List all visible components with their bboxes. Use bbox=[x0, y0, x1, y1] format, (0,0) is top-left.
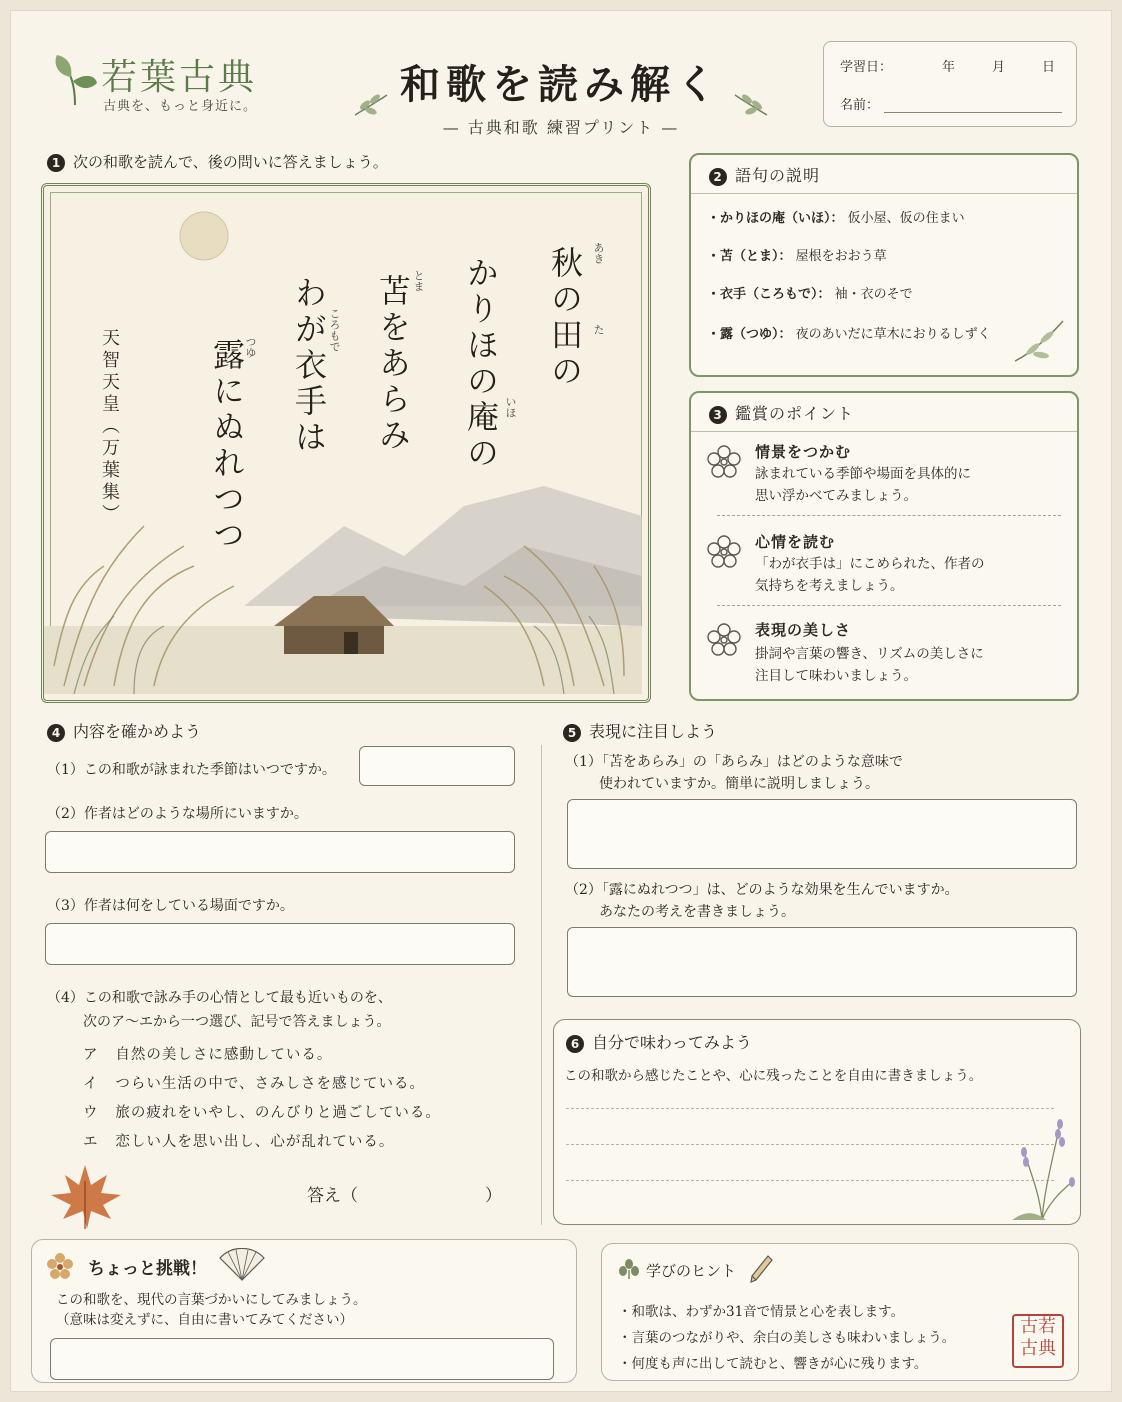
point-text-line: 注目して味わいましょう。 bbox=[755, 668, 917, 684]
section5-heading-text: 表現に注目しよう bbox=[589, 722, 718, 741]
answer-field-4-3[interactable] bbox=[45, 923, 515, 965]
glossary-box bbox=[689, 153, 1079, 377]
question-4-1: （1）この和歌が詠まれた季節はいつですか。 bbox=[47, 762, 336, 778]
appreciation-box bbox=[689, 391, 1079, 701]
ruby-toma: とま bbox=[412, 270, 425, 292]
choice-item bbox=[83, 1043, 332, 1064]
hints-box bbox=[601, 1243, 1079, 1381]
choice-item bbox=[83, 1101, 441, 1122]
dashed-divider bbox=[717, 515, 1061, 516]
flower-crest-icon bbox=[705, 621, 743, 659]
writing-line[interactable] bbox=[566, 1180, 1054, 1181]
ruby-ta: た bbox=[592, 324, 605, 335]
gloss-item bbox=[707, 245, 887, 264]
section6-heading bbox=[566, 1030, 752, 1053]
page-title: 和歌を読み解く bbox=[400, 61, 722, 108]
leaf-logo-icon bbox=[51, 51, 99, 107]
answer-field-4-1[interactable] bbox=[359, 746, 515, 786]
poem-line-1: 秋の田の bbox=[546, 246, 584, 390]
gloss-term: ・衣手（ころもで）： bbox=[707, 287, 831, 302]
gloss-item bbox=[707, 323, 991, 342]
gloss-item bbox=[707, 207, 965, 226]
choice-text: 旅の疲れをいやし、のんびりと過ごしている。 bbox=[115, 1105, 441, 1121]
seal-line: 古典 bbox=[1020, 1338, 1056, 1359]
gloss-meaning: 屋根をおおう草 bbox=[795, 249, 887, 264]
answer-label: 答え（ bbox=[307, 1186, 358, 1206]
pencil-icon bbox=[748, 1254, 774, 1284]
gloss-term: ・かりほの庵（いほ）： bbox=[707, 211, 844, 226]
point-text bbox=[755, 643, 1055, 687]
dashed-divider bbox=[717, 605, 1061, 606]
maple-leaf-icon bbox=[45, 1161, 125, 1231]
date-label: 学習日： bbox=[840, 60, 893, 75]
section3-heading bbox=[709, 401, 854, 424]
folding-fan-icon bbox=[218, 1248, 266, 1282]
question-4-2: （2）作者はどのような場所にいますか。 bbox=[47, 806, 308, 822]
question-4-3: （3）作者は何をしている場面ですか。 bbox=[47, 898, 294, 914]
day-label: 日 bbox=[1042, 60, 1056, 75]
question-5-2-line1: （2）「露にぬれつつ」は、どのような効果を生んでいますか。 bbox=[565, 882, 959, 898]
gloss-term: ・苫（とま）： bbox=[707, 249, 792, 264]
section4-number: 4 bbox=[47, 724, 65, 742]
year-label: 年 bbox=[942, 60, 956, 75]
leaf-sprig-icon bbox=[1011, 317, 1067, 365]
question-5-1-line1: （1）「苫をあらみ」の「あらみ」はどのような意味で bbox=[565, 754, 903, 770]
date-name-box bbox=[823, 41, 1077, 127]
question-5-2-line2: あなたの考えを書きましょう。 bbox=[599, 904, 795, 920]
poem-frame bbox=[41, 183, 651, 703]
poem-author: 天智天皇（万葉集） bbox=[99, 328, 120, 526]
choice-text: つらい生活の中で、さみしさを感じている。 bbox=[115, 1076, 426, 1092]
section4-heading-text: 内容を確かめよう bbox=[73, 722, 202, 741]
poem-line-5: 露にぬれつつ bbox=[208, 338, 246, 554]
question-4-4-line1: （4）この和歌で詠み手の心情として最も近いものを、 bbox=[47, 990, 392, 1006]
flower-icon bbox=[46, 1252, 74, 1280]
point-text-line: 気持ちを考えましょう。 bbox=[755, 578, 904, 594]
section6-number: 6 bbox=[566, 1035, 584, 1053]
choice-item bbox=[83, 1072, 425, 1093]
flower-crest-icon bbox=[705, 443, 743, 481]
section2-heading bbox=[709, 163, 820, 186]
gloss-item bbox=[707, 283, 913, 302]
section3-heading-text: 鑑賞のポイント bbox=[735, 404, 855, 423]
point-title: 心情を読む bbox=[755, 533, 836, 551]
hint-item: ・和歌は、わずか31音で情景と心を表します。 bbox=[618, 1304, 905, 1320]
choice-mark: エ bbox=[83, 1134, 99, 1150]
challenge-heading: ちょっと挑戦！ bbox=[88, 1259, 207, 1279]
hint-item: ・何度も声に出して読むと、響きが心に残ります。 bbox=[618, 1356, 928, 1372]
section4-heading bbox=[47, 719, 201, 742]
section6-heading-text: 自分で味わってみよう bbox=[592, 1033, 752, 1052]
poem-line-3: 苫をあらみ bbox=[374, 274, 412, 454]
ruby-iho: いほ bbox=[504, 396, 517, 418]
brand-tagline: 古典を、もっと身近に。 bbox=[103, 99, 258, 114]
red-seal-stamp bbox=[1012, 1314, 1064, 1368]
worksheet-page bbox=[10, 10, 1112, 1392]
gloss-meaning: 袖・衣のそで bbox=[834, 287, 913, 302]
section5-number: 5 bbox=[563, 724, 581, 742]
poem-line-4: わが衣手は bbox=[290, 276, 328, 456]
flower-crest-icon bbox=[705, 533, 743, 571]
choice-text: 自然の美しさに感動している。 bbox=[115, 1047, 333, 1063]
month-label: 月 bbox=[992, 60, 1006, 75]
poem-line-2: かりほの庵の bbox=[462, 256, 500, 472]
hint-item: ・言葉のつながりや、余白の美しさも味わいましょう。 bbox=[618, 1330, 956, 1346]
divider bbox=[691, 431, 1077, 432]
point-text bbox=[755, 553, 1055, 597]
section2-heading-text: 語句の説明 bbox=[735, 166, 821, 185]
point-text-line: 思い浮かべてみましょう。 bbox=[755, 488, 917, 504]
gloss-term: ・露（つゆ）： bbox=[707, 327, 792, 342]
challenge-answer-field[interactable] bbox=[50, 1338, 554, 1380]
point-title: 情景をつかむ bbox=[755, 443, 852, 461]
reflection-box bbox=[553, 1019, 1081, 1225]
answer-field-4-2[interactable] bbox=[45, 831, 515, 873]
name-label: 名前： bbox=[840, 98, 880, 113]
ruby-koromode: ころもで bbox=[328, 308, 341, 352]
writing-line[interactable] bbox=[566, 1108, 1054, 1109]
divider bbox=[691, 193, 1077, 194]
gloss-meaning: 仮小屋、仮の住まい bbox=[847, 211, 965, 226]
choice-mark: ウ bbox=[83, 1105, 99, 1121]
column-divider bbox=[541, 745, 542, 1225]
choice-text: 恋しい人を思い出し、心が乱れている。 bbox=[115, 1134, 395, 1150]
ruby-tsuyu: つゆ bbox=[244, 336, 257, 358]
challenge-line1: この和歌を、現代の言葉づかいにしてみましょう。 bbox=[56, 1292, 367, 1308]
seal-line: 古若 bbox=[1020, 1316, 1056, 1337]
choice-mark: ア bbox=[83, 1047, 99, 1063]
section5-heading bbox=[563, 719, 717, 742]
answer-field-5-2[interactable] bbox=[567, 927, 1077, 997]
section1-heading bbox=[47, 151, 388, 172]
challenge-line2: （意味は変えずに、自由に書いてみてください） bbox=[56, 1312, 353, 1328]
section2-number: 2 bbox=[709, 168, 727, 186]
brand-name: 若葉古典 bbox=[101, 57, 258, 98]
question-4-4-line2: 次のア～エから一つ選び、記号で答えましょう。 bbox=[83, 1014, 391, 1030]
point-title: 表現の美しさ bbox=[755, 621, 852, 639]
section6-instruction: この和歌から感じたことや、心に残ったことを自由に書きましょう。 bbox=[564, 1068, 983, 1084]
point-text bbox=[755, 463, 1055, 507]
page-subtitle: — 古典和歌 練習プリント — bbox=[442, 118, 680, 137]
point-text-line: 詠まれている季節や場面を具体的に bbox=[755, 466, 971, 482]
name-input-line[interactable] bbox=[884, 112, 1062, 113]
writing-line[interactable] bbox=[566, 1144, 1054, 1145]
ruby-aki: あき bbox=[592, 242, 605, 264]
section1-heading-text: 次の和歌を読んで、後の問いに答えましょう。 bbox=[73, 153, 388, 171]
question-5-1-line2: 使われていますか。簡単に説明しましょう。 bbox=[599, 776, 879, 792]
choice-item bbox=[83, 1130, 394, 1151]
answer-field-5-1[interactable] bbox=[567, 799, 1077, 869]
section1-number: 1 bbox=[47, 154, 65, 172]
choice-mark: イ bbox=[83, 1076, 99, 1092]
point-text-line: 「わが衣手は」にこめられた、作者の bbox=[755, 556, 985, 572]
leaf-cluster-icon bbox=[618, 1258, 640, 1280]
gloss-meaning: 夜のあいだに草木におりるしずく bbox=[795, 327, 991, 342]
lavender-flower-icon bbox=[1002, 1112, 1078, 1222]
point-text-line: 掛詞や言葉の響き、リズムの美しさに bbox=[755, 646, 984, 662]
answer-blank-4-4[interactable] bbox=[355, 1179, 485, 1207]
section3-number: 3 bbox=[709, 406, 727, 424]
challenge-box bbox=[31, 1239, 577, 1383]
answer-close: ） bbox=[485, 1186, 502, 1206]
hints-heading: 学びのヒント bbox=[646, 1262, 737, 1280]
